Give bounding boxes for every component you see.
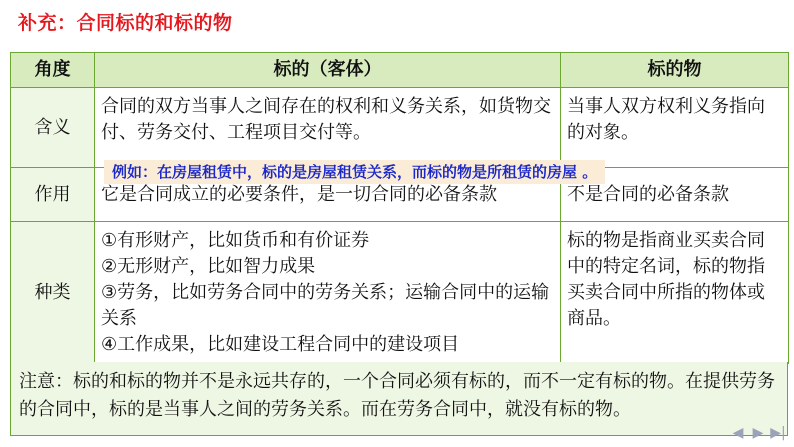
- meaning-object-cell: [95, 88, 561, 168]
- play-icon[interactable]: ▶: [752, 425, 764, 441]
- list-item: ②无形财产，比如智力成果: [101, 256, 316, 277]
- next-slide-icon[interactable]: ▶|: [770, 425, 786, 441]
- row-label-function: 作用: [11, 168, 95, 222]
- header-object: 标的（客体）: [95, 53, 561, 88]
- types-object-cell: [95, 222, 561, 364]
- function-subject-text: 不是合同的必备条款: [567, 183, 729, 205]
- meaning-subject-cell: [561, 88, 789, 168]
- comparison-table: [10, 52, 789, 364]
- row-label-meaning: 含义: [11, 88, 95, 168]
- types-object-list: [95, 222, 560, 358]
- list-item: ①有形财产，比如货币和有价证券: [101, 230, 370, 251]
- list-item: ④工作成果，比如建设工程合同中的建设项目: [101, 334, 460, 355]
- list-item: ③劳务，比如劳务合同中的劳务关系；运输合同中的运输关系: [101, 282, 550, 329]
- header-angle: 角度: [11, 53, 95, 88]
- prev-slide-icon[interactable]: ◀: [732, 425, 744, 441]
- types-subject-cell: [561, 222, 789, 364]
- table-header-row: [11, 53, 789, 88]
- example-callout: 例如：在房屋租赁中，标的是房屋租赁关系，而标的物是所租赁的房屋 。: [104, 160, 605, 184]
- slide-nav: [730, 425, 786, 441]
- table-row: [11, 88, 789, 168]
- note-box: 注意：标的和标的物并不是永远共存的，一个合同必须有标的，而不一定有标的物。在提供劳务的合同中，标的是当事人之间的劳务关系。而在劳务合同中，就没有标的物。: [10, 362, 788, 436]
- types-subject-text: 标的物是指商业买卖合同中的特定名词，标的物指买卖合同中所指的物体或商品。: [567, 230, 765, 329]
- meaning-object-text: 合同的双方当事人之间存在的权利和义务关系，如货物交付、劳务交付、工程项目交付等。: [101, 96, 551, 143]
- meaning-subject-text: 当事人双方权利义务指向的对象。: [567, 96, 765, 143]
- page-title: 补充：合同标的和标的物: [18, 12, 233, 34]
- header-subject-matter: 标的物: [561, 53, 789, 88]
- table-row: [11, 222, 789, 364]
- row-label-types: 种类: [11, 222, 95, 364]
- function-object-text: 它是合同成立的必要条件，是一切合同的必备条款: [101, 183, 497, 205]
